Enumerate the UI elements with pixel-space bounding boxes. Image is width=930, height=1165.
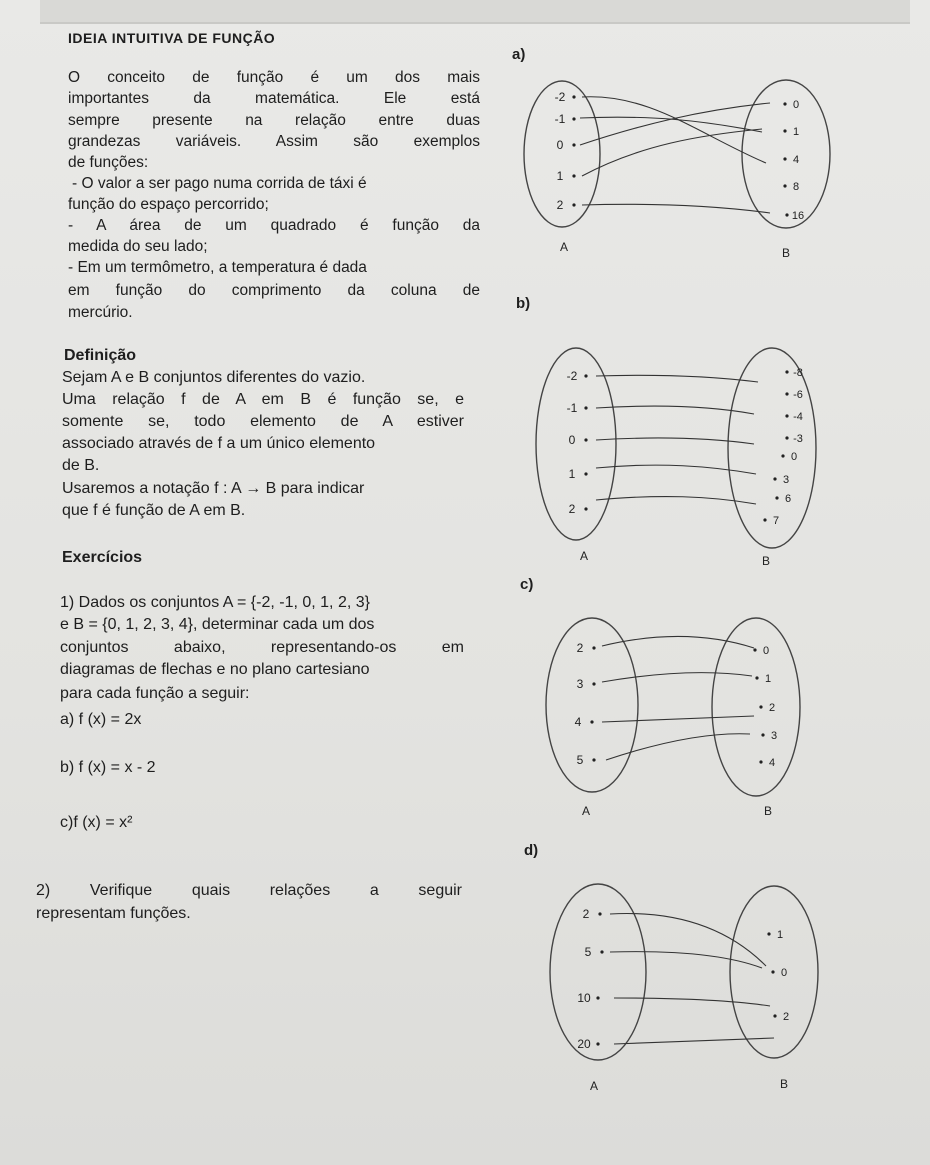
intro-line: sempre presente na relação entre duas [68,112,480,129]
arrow [596,438,754,444]
element-dot [592,646,595,649]
set-b-name: B [779,1077,789,1091]
arrow [606,734,750,760]
set-a-element: 4 [574,715,582,729]
set-b-element: 3 [782,474,790,486]
intro-line: grandezas variáveis. Assim são exemplos [68,133,480,150]
question-2-line: representam funções. [36,905,191,922]
set-b-element: -8 [793,367,803,379]
element-dot [773,477,776,480]
diagram-c-label: c) [520,576,534,593]
set-a-element: 3 [576,677,584,691]
element-dot [785,370,788,373]
page-top-edge [40,0,910,24]
intro-line: medida do seu lado; [68,238,208,255]
element-dot [584,438,587,441]
set-b-ellipse [712,618,800,796]
arrow [610,952,762,968]
definition-line: Uma relação f de A em B é função se, e [62,391,464,408]
set-b-name: B [763,804,773,818]
arrow [596,497,756,504]
element-dot [584,472,587,475]
element-dot [763,518,766,521]
question-1-line: conjuntos abaixo, representando-os em [60,639,464,656]
arrow [610,913,766,966]
element-dot [753,648,756,651]
set-a-element: 10 [577,991,591,1005]
arrows [610,913,774,1044]
definition-line: de B. [62,457,100,474]
arrow [614,998,770,1006]
element-dot [775,496,778,499]
set-b-element: -6 [793,389,803,401]
element-dot [773,1014,776,1017]
set-a-name: A [559,240,569,254]
set-a-element: -1 [566,401,578,415]
element-dot [598,912,601,915]
set-a-element: 2 [582,907,590,921]
question-2-line: 2) Verifique quais relações a seguir [36,882,462,899]
set-a-element: -2 [554,90,566,104]
arrow [614,1038,774,1044]
set-a-element: 0 [556,138,564,152]
set-b-element: 4 [792,154,800,166]
set-a-name: A [579,549,589,563]
element-dot [783,129,786,132]
set-a-element: 2 [576,641,584,655]
arrow-diagram-a [500,75,840,265]
question-1-line: 1) Dados os conjuntos A = {-2, -1, 0, 1, 2, 3} [60,594,370,611]
arrow-diagram-b [510,338,850,573]
element-dot [584,406,587,409]
set-a-element: -1 [554,112,566,126]
element-dot [781,454,784,457]
element-dot [785,213,788,216]
element-dot [783,184,786,187]
intro-line: - Em um termômetro, a temperatura é dada [68,259,367,276]
set-a-element: 5 [584,945,592,959]
element-dot [755,676,758,679]
page-title: IDEIA INTUITIVA DE FUNÇÃO [68,30,276,46]
arrow [582,204,770,213]
definition-heading: Definição [64,347,137,364]
arrow [580,103,770,145]
intro-line: função do espaço percorrido; [68,196,269,213]
set-b-element: 1 [776,929,784,941]
element-dot [783,102,786,105]
diagram-a-label: a) [512,46,526,63]
element-dot [783,157,786,160]
element-dot [584,507,587,510]
set-a-element: -2 [566,369,578,383]
set-a-element: 2 [568,502,576,516]
element-dot [572,203,575,206]
element-dot [592,758,595,761]
definition-line: Sejam A e B conjuntos diferentes do vazio. [62,369,366,386]
set-b-element: -3 [793,433,803,445]
set-a-name: A [581,804,591,818]
set-b-element: 8 [792,181,800,193]
arrows [596,375,758,504]
element-dot [761,733,764,736]
set-a-element: 1 [556,169,564,183]
arrow [602,636,754,648]
set-b-element: 6 [784,493,792,505]
set-a-element: 0 [568,433,576,447]
question-1-line: e B = {0, 1, 2, 3, 4}, determinar cada um dos [60,616,375,633]
definition-line: que f é função de A em B. [62,502,246,519]
set-b-element: 2 [782,1011,790,1023]
set-b-element: -4 [793,411,803,423]
arrow-diagram-c [520,612,840,822]
arrow [602,716,754,722]
set-b-element: 7 [772,515,780,527]
definition-line: somente se, todo elemento de A estiver [62,413,464,430]
element-dot [596,1042,599,1045]
element-dot [785,392,788,395]
set-b-element: 0 [780,967,788,979]
arrow [602,673,752,682]
question-1-item-b: b) f (x) = x - 2 [60,759,156,776]
diagram-d-label: d) [524,842,539,859]
set-b-element: 0 [762,645,770,657]
element-dot [767,932,770,935]
set-b-element: 3 [770,730,778,742]
question-1-item-c: c)f (x) = x² [60,814,133,831]
arrow [596,375,758,382]
set-a-ellipse [550,884,646,1060]
set-b-element: 0 [790,451,798,463]
arrow-diagram-d [530,880,840,1092]
set-a-name: A [589,1079,599,1093]
element-dot [572,117,575,120]
intro-line: importantes da matemática. Ele está [68,90,480,107]
element-dot [759,705,762,708]
element-dot [572,174,575,177]
element-dot [572,95,575,98]
set-a-ellipse [546,618,638,792]
set-b-ellipse [742,80,830,228]
element-dot [596,996,599,999]
set-b-element: 4 [768,757,776,769]
set-b-name: B [781,246,791,260]
intro-line: de funções: [68,154,149,171]
definition-line: Usaremos a notação f : A → B para indicar [62,480,365,497]
set-a-element: 5 [576,753,584,767]
question-1-line: diagramas de flechas e no plano cartesiano [60,661,370,678]
set-a-element: 20 [577,1037,591,1051]
intro-line: - O valor a ser pago numa corrida de táxi é [72,175,367,192]
set-b-element: 1 [792,126,800,138]
element-dot [600,950,603,953]
element-dot [785,414,788,417]
set-b-name: B [761,554,771,568]
element-dot [590,720,593,723]
intro-line: - A área de um quadrado é função da [68,217,480,234]
diagram-b-label: b) [516,295,531,312]
element-dot [592,682,595,685]
set-b-element: 1 [764,673,772,685]
set-b-element: 2 [768,702,776,714]
element-dot [785,436,788,439]
intro-line: mercúrio. [68,304,133,321]
set-b-element: 0 [792,99,800,111]
definition-line: associado através de f a um único elemento [62,435,376,452]
set-a-element: 1 [568,467,576,481]
arrows [602,636,754,760]
arrow [596,465,756,474]
element-dot [584,374,587,377]
element-dot [771,970,774,973]
question-1-item-a: a) f (x) = 2x [60,711,142,728]
question-1-line: para cada função a seguir: [60,685,250,702]
intro-line: O conceito de função é um dos mais [68,69,480,86]
set-b-element: 16 [791,210,805,222]
element-dot [759,760,762,763]
intro-line: em função do comprimento da coluna de [68,282,480,299]
set-a-element: 2 [556,198,564,212]
element-dot [572,143,575,146]
exercises-heading: Exercícios [62,549,143,566]
